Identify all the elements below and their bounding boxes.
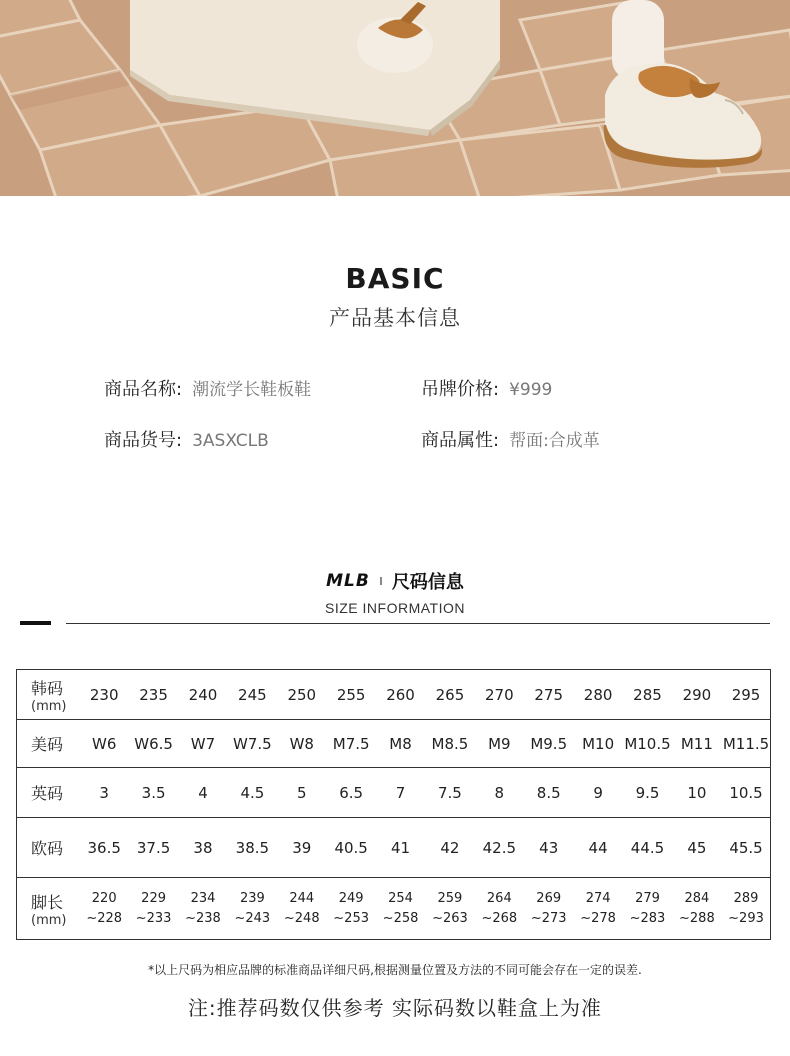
size-cell: 230: [89, 685, 119, 704]
size-cell: 295: [731, 685, 761, 704]
size-cell-part: ~238: [185, 910, 221, 926]
size-cell: 290: [682, 685, 712, 704]
section-rule: [66, 623, 770, 624]
size-cell: [623, 878, 672, 940]
size-cell: W8: [289, 734, 314, 753]
size-subtitle: SIZE INFORMATION: [325, 600, 465, 616]
size-cell: M11.5: [722, 734, 770, 753]
info-attribute: [421, 426, 600, 452]
size-cell: 10: [687, 783, 707, 802]
size-cell: W6: [92, 734, 117, 753]
size-cell: 37.5: [136, 838, 171, 857]
basic-heading: BASIC: [345, 262, 445, 295]
size-cell-part: 274: [585, 890, 611, 906]
size-cell: 3: [99, 783, 109, 802]
size-cell-part: ~278: [580, 910, 616, 926]
size-footnote: *以上尺码为相应品牌的标准商品详细尺码,根据测量位置及方法的不同可能会存在一定的误差.: [148, 963, 642, 977]
size-cell: 255: [336, 685, 366, 704]
size-cell: 235: [139, 685, 168, 704]
size-row-unit: (mm): [31, 912, 67, 928]
size-cell: M9.5: [530, 734, 568, 753]
size-cell: 10.5: [729, 783, 763, 802]
info-value: 帮面:合成革: [509, 431, 600, 451]
size-cell: 270: [485, 685, 514, 704]
info-label: 吊牌价格:: [421, 379, 500, 400]
size-cell-part: ~268: [481, 910, 518, 926]
size-cell: M11: [680, 734, 713, 753]
size-row: [17, 878, 771, 940]
size-cell: 40.5: [334, 838, 368, 857]
product-photo-illustration: [0, 0, 790, 196]
size-cell: [326, 878, 375, 940]
size-row: [17, 670, 771, 720]
size-cell: [573, 878, 622, 940]
section-rule-accent: [20, 621, 51, 625]
size-cell-part: ~263: [432, 910, 468, 926]
size-cell: [376, 878, 425, 940]
size-cell: 42.5: [482, 838, 517, 857]
size-cell: 41: [390, 838, 411, 857]
info-product-name: [104, 375, 311, 401]
size-cell-part: ~243: [234, 910, 271, 926]
size-cell-part: ~258: [382, 910, 419, 926]
size-cell: W6.5: [134, 734, 173, 753]
info-value: ¥999: [509, 380, 553, 400]
size-cell: M10.5: [624, 734, 671, 753]
size-cell-part: 284: [684, 890, 710, 906]
size-cell: [277, 878, 326, 940]
size-row-header: [17, 878, 80, 940]
info-label: 商品名称:: [104, 379, 183, 400]
size-row-label: 韩码: [31, 678, 64, 698]
size-cell: [425, 878, 474, 940]
size-cell-part: 289: [733, 890, 759, 906]
size-cell: [672, 878, 721, 940]
size-row-label: 脚长: [31, 892, 64, 912]
size-cell: [178, 878, 227, 940]
size-cell: 45: [687, 838, 707, 857]
size-cell-part: 249: [338, 890, 364, 906]
size-cell: 4.5: [240, 783, 265, 802]
size-cell: 240: [188, 685, 218, 704]
size-row: [17, 720, 771, 768]
info-value: 3ASXCLB: [192, 431, 269, 451]
size-cell-part: 229: [141, 890, 166, 906]
size-cell: 8: [494, 783, 505, 802]
size-cell: 8.5: [536, 783, 561, 802]
size-cell: 245: [238, 685, 267, 704]
size-cell: 9.5: [635, 783, 660, 802]
size-cell-part: 269: [536, 890, 562, 906]
size-cell: 7: [395, 783, 406, 802]
size-cell-part: ~283: [629, 910, 666, 926]
size-row-label: 欧码: [31, 839, 64, 858]
size-cell: 250: [287, 685, 317, 704]
size-cell-part: ~288: [679, 910, 715, 926]
brand-logo: MLB: [326, 571, 370, 591]
size-row-unit: (mm): [31, 698, 67, 714]
size-cell: M9: [488, 734, 511, 753]
size-row-label: 美码: [31, 735, 64, 754]
size-cell: W7: [190, 734, 216, 753]
size-cell-part: 220: [91, 890, 117, 906]
size-cell-part: 234: [190, 890, 216, 906]
size-heading: [0, 568, 790, 594]
size-cell-part: ~228: [86, 910, 123, 926]
size-cell: M7.5: [332, 734, 370, 753]
size-cell: [524, 878, 573, 940]
size-cell: 39: [292, 838, 312, 857]
size-cell-part: ~253: [333, 910, 369, 926]
size-cell: 5: [296, 783, 307, 802]
product-photo: [0, 0, 790, 196]
size-cell: [228, 878, 277, 940]
size-cell: 44.5: [630, 838, 665, 857]
size-row: [17, 818, 771, 878]
size-cell: 285: [633, 685, 662, 704]
size-row-header: [17, 720, 80, 768]
size-table: [16, 669, 771, 940]
size-cell: W7.5: [233, 734, 272, 753]
info-label: 商品货号:: [104, 430, 183, 451]
size-cell: 9: [593, 783, 603, 802]
size-cell: 42: [440, 838, 460, 857]
size-cell: M8.5: [431, 734, 469, 753]
size-cell: 260: [386, 685, 415, 704]
size-cell: 280: [583, 685, 613, 704]
size-cell: [80, 878, 129, 940]
size-cell: M8: [389, 734, 412, 753]
size-cell: 275: [534, 685, 564, 704]
size-cell-part: 279: [635, 890, 660, 906]
size-cell: 4: [198, 783, 208, 802]
size-cell: [475, 878, 524, 940]
size-cell-part: ~273: [530, 910, 567, 926]
size-cell: [722, 878, 771, 940]
size-cell-part: 254: [388, 890, 413, 906]
size-cell: 44: [588, 838, 608, 857]
size-cell: [129, 878, 178, 940]
size-cell: 265: [435, 685, 465, 704]
size-row-header: [17, 768, 80, 818]
size-title: 尺码信息: [391, 572, 464, 593]
size-cell-part: 239: [239, 890, 265, 906]
size-cell: 7.5: [438, 783, 462, 802]
size-row: [17, 768, 771, 818]
size-cell-part: ~293: [728, 910, 764, 926]
info-label: 商品属性:: [421, 430, 500, 451]
size-cell: 6.5: [339, 783, 364, 802]
size-row-label: 英码: [31, 784, 64, 803]
info-tag-price: [421, 375, 552, 401]
size-cell-part: 264: [486, 890, 512, 906]
size-row-header: [17, 818, 80, 878]
size-cell-part: ~233: [135, 910, 172, 926]
size-cell: M10: [582, 734, 615, 753]
size-cell-part: 259: [437, 890, 463, 906]
size-cell-part: 244: [289, 890, 315, 906]
size-cell: 36.5: [87, 838, 121, 857]
size-cell: 45.5: [729, 838, 763, 857]
size-cell: 3.5: [141, 783, 166, 802]
size-cell: 38: [193, 838, 213, 857]
basic-subheading: 产品基本信息: [329, 306, 461, 330]
size-cell-part: ~248: [283, 910, 320, 926]
size-note: 注:推荐码数仅供参考 实际码数以鞋盒上为准: [187, 996, 603, 1020]
heading-divider: [380, 577, 382, 585]
info-value: 潮流学长鞋板鞋: [192, 380, 312, 400]
size-cell: 43: [539, 838, 559, 857]
size-cell: 38.5: [235, 838, 270, 857]
size-row-header: [17, 670, 80, 720]
info-item-number: [104, 426, 269, 452]
